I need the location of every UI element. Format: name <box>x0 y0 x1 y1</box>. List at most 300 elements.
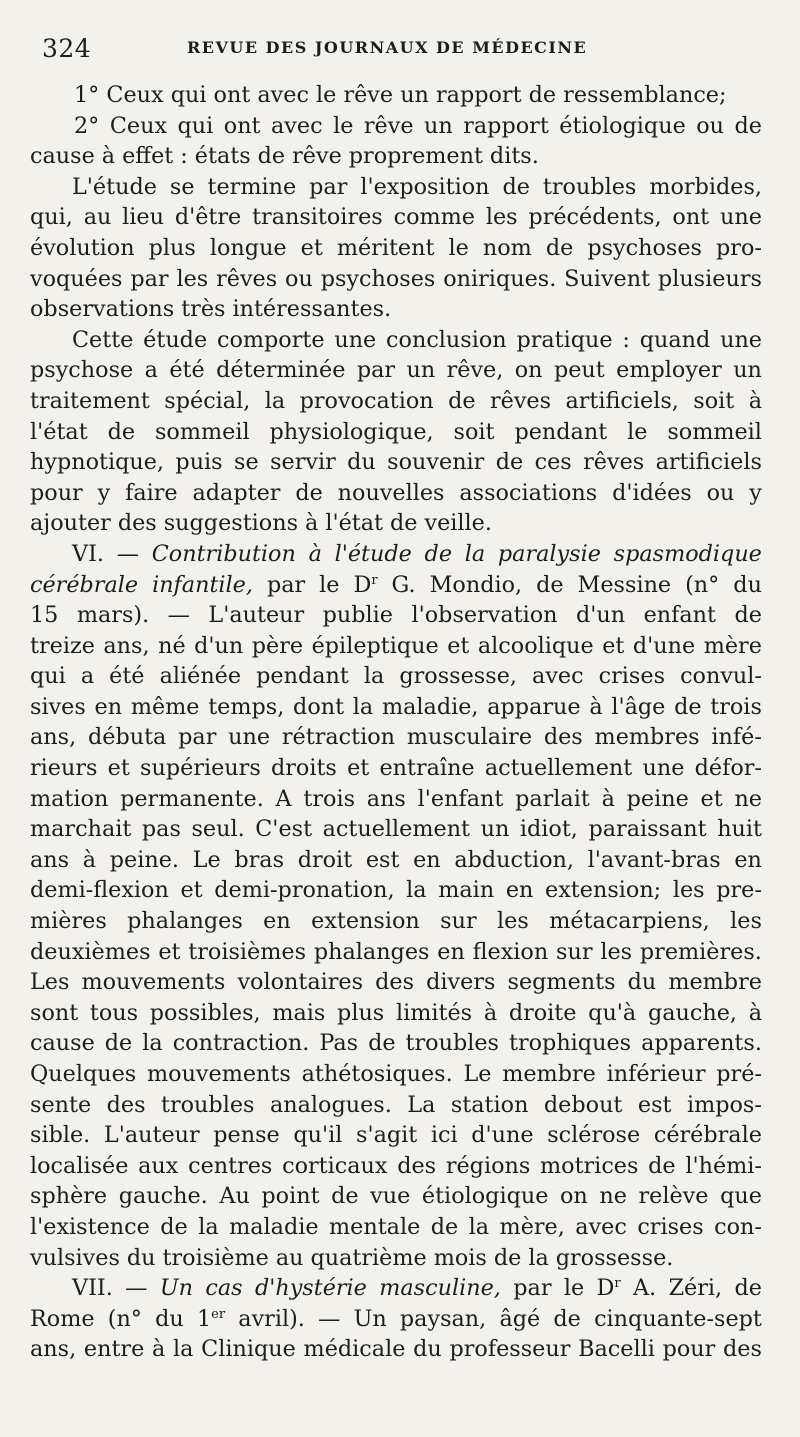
text-line <box>30 600 762 631</box>
word: de <box>734 1275 762 1302</box>
word: un <box>424 112 453 139</box>
word: de <box>424 540 453 567</box>
word: rêves <box>583 449 645 476</box>
word: transitoires <box>252 204 383 231</box>
text-line <box>30 1243 762 1274</box>
word: été <box>169 357 205 384</box>
word: en <box>94 693 123 720</box>
word: la <box>173 1336 194 1363</box>
word: la <box>142 1030 163 1057</box>
word: paysan, <box>399 1305 487 1332</box>
word: bras <box>234 846 285 873</box>
word: longue <box>209 234 287 261</box>
text-line <box>30 692 762 723</box>
text-line <box>30 1273 762 1304</box>
word: alcoolique <box>477 632 594 659</box>
word: du <box>155 1305 184 1332</box>
word: une <box>228 724 271 751</box>
word: et <box>180 877 203 904</box>
word: Bacelli <box>578 1336 655 1363</box>
word: temps, <box>208 693 285 720</box>
word: mation <box>30 785 109 812</box>
word: peine. <box>109 846 179 873</box>
word: sphère <box>30 1183 108 1210</box>
word: les <box>730 908 762 935</box>
word: qu'il <box>293 1122 343 1149</box>
word: debout <box>543 1091 623 1118</box>
word: : <box>180 143 188 170</box>
word: mars). <box>76 602 150 629</box>
word: A <box>275 785 292 812</box>
word: mentale <box>329 1213 421 1240</box>
word: abduction, <box>454 846 574 873</box>
word: Ceux <box>109 112 168 139</box>
word: l'observation <box>411 602 558 629</box>
word: une <box>719 204 762 231</box>
word: puis <box>175 449 223 476</box>
word: mouvements <box>81 969 226 996</box>
word: s'agit <box>356 1122 418 1149</box>
word: qui, <box>30 204 73 231</box>
word: d'un <box>575 602 626 629</box>
text-line <box>30 937 762 968</box>
word: mouvements <box>147 1061 291 1087</box>
word: y <box>97 479 111 506</box>
word: trois <box>710 693 762 720</box>
word: en <box>437 938 465 965</box>
word: psychoses <box>587 234 702 261</box>
word: et <box>158 938 181 965</box>
text-line <box>30 111 762 142</box>
text-line <box>30 1151 762 1182</box>
word: l'exposition <box>360 173 490 200</box>
word: la <box>406 877 427 904</box>
word: lieu <box>122 204 164 231</box>
word: à <box>152 1336 166 1363</box>
word: adapter <box>192 479 281 506</box>
word: : <box>622 326 630 353</box>
word: Contribution <box>151 540 296 567</box>
word: $D^r$ <box>353 571 378 598</box>
word: défor- <box>694 755 762 782</box>
word: à <box>305 510 319 537</box>
word: des <box>723 1336 762 1363</box>
word: vue <box>370 1183 411 1210</box>
word: seul. <box>191 816 245 843</box>
word: le <box>448 234 469 261</box>
word: artificiels, <box>565 387 679 414</box>
word: pendant <box>514 418 608 445</box>
word: âgé <box>499 1305 541 1332</box>
word: $D^r$ <box>596 1275 621 1302</box>
text-line <box>30 1090 762 1121</box>
text-line <box>30 631 762 662</box>
word: étiologique <box>559 112 686 139</box>
word: — <box>167 602 190 629</box>
word: Quelques <box>30 1061 137 1087</box>
word: masculine, <box>379 1275 501 1302</box>
word: limités <box>395 999 473 1026</box>
word: méritent <box>336 234 435 261</box>
word: la <box>198 1213 219 1240</box>
word: l'état <box>325 510 384 537</box>
text-line <box>30 570 762 601</box>
word: spasmodique <box>613 540 762 567</box>
word: l'avant-bras <box>587 846 721 873</box>
word: comme <box>393 204 475 231</box>
word: sommeil <box>154 418 250 445</box>
word: rêve <box>292 143 342 170</box>
word: ont <box>672 204 710 231</box>
word: ici <box>430 1122 458 1149</box>
word: treize <box>30 632 95 659</box>
word: un <box>733 357 762 384</box>
word: effet <box>122 143 174 170</box>
word: impos- <box>686 1091 762 1118</box>
word: l'enfant <box>417 785 504 812</box>
word: rêves <box>216 265 278 292</box>
word: sommeil <box>667 418 762 445</box>
word: sclérose <box>547 1122 641 1149</box>
text-line <box>30 417 762 448</box>
word: dont <box>293 693 345 720</box>
word: La <box>407 1091 436 1118</box>
word: nom <box>482 234 532 261</box>
word: on <box>514 357 543 384</box>
word: tous <box>89 999 139 1026</box>
word: nouvelles <box>337 479 445 506</box>
word: pendant <box>256 663 349 690</box>
word: plusieurs <box>657 265 762 292</box>
word: est <box>365 846 400 873</box>
word: employer <box>616 357 722 384</box>
word: morbides, <box>649 173 762 200</box>
word: pour <box>662 1336 716 1363</box>
word: en <box>263 908 291 935</box>
word: la <box>264 387 286 414</box>
word: rêve, <box>446 357 504 384</box>
word: qui <box>177 112 214 139</box>
word: à <box>601 785 615 812</box>
word: une <box>334 326 377 353</box>
word: avec <box>271 112 323 139</box>
word: deuxièmes <box>30 938 151 965</box>
word: Le <box>463 1061 492 1087</box>
word: ans <box>30 846 70 873</box>
text-line <box>30 325 762 356</box>
word: infantile, <box>152 571 253 598</box>
word: rieurs <box>30 755 98 782</box>
word: pratique <box>516 326 613 353</box>
word: d'hystérie <box>254 1275 367 1302</box>
word: relève <box>638 1183 709 1210</box>
word: Un <box>159 1275 193 1302</box>
word: A. <box>633 1275 657 1302</box>
word: ou <box>696 112 725 139</box>
word: se <box>234 449 259 476</box>
word: ces <box>534 449 572 476</box>
word: gauche. <box>118 1183 208 1210</box>
word: a <box>144 357 158 384</box>
word: à <box>748 387 762 414</box>
page-header <box>42 30 762 66</box>
word: ou <box>285 265 313 292</box>
page-number: 324 <box>42 34 92 63</box>
word: l'hémi- <box>685 1152 762 1179</box>
word: le <box>333 112 354 139</box>
word: à <box>748 999 762 1026</box>
word: demi-pronation, <box>214 877 395 904</box>
word: par <box>130 265 169 292</box>
word: rétraction <box>281 724 396 751</box>
word: analogues. <box>269 1091 392 1118</box>
word: mières <box>30 908 107 935</box>
word: troubles <box>542 173 637 200</box>
text-line <box>30 906 762 937</box>
word: Pas <box>319 1030 359 1057</box>
word: ans, <box>103 632 150 659</box>
word: le <box>627 418 648 445</box>
word: des <box>106 1091 146 1118</box>
word: sont <box>30 999 79 1026</box>
word: à <box>483 999 498 1026</box>
word: de <box>295 479 323 506</box>
word: du <box>413 1336 442 1363</box>
word: (n° <box>685 571 720 598</box>
word: à <box>308 540 322 567</box>
word: enfant <box>643 602 716 629</box>
word: de <box>734 112 762 139</box>
word: on <box>559 1183 588 1210</box>
word: les <box>672 877 705 904</box>
word: au <box>275 1244 304 1271</box>
word: mois <box>433 1244 487 1271</box>
word: du <box>126 1244 156 1271</box>
word: grossesse. <box>555 1244 674 1271</box>
word: entre <box>83 1336 145 1363</box>
word: artificiels <box>655 449 762 476</box>
word: et <box>700 785 723 812</box>
word: l'existence <box>30 1213 150 1240</box>
word: psychoses <box>320 265 436 292</box>
word: états <box>194 143 251 170</box>
word: cause <box>30 143 95 170</box>
word: associations <box>459 479 598 506</box>
word: plus <box>337 999 385 1026</box>
word: sente <box>30 1091 92 1118</box>
word: de <box>734 602 762 629</box>
word: (n° <box>107 1305 142 1332</box>
word: 1er <box>196 1305 226 1332</box>
word: veille. <box>424 510 492 537</box>
word: ans, <box>30 1336 77 1363</box>
text-line <box>30 233 762 264</box>
word: servir <box>270 449 336 476</box>
word: Mondio, <box>429 571 523 598</box>
word: Cette <box>72 326 134 353</box>
word: intéressantes. <box>232 296 392 323</box>
word: d'un <box>194 632 244 659</box>
word: droite <box>508 999 577 1026</box>
text-line <box>30 202 762 233</box>
word: le <box>563 1275 585 1302</box>
text-line <box>30 967 762 998</box>
word: infé- <box>711 724 762 751</box>
text-line <box>30 264 762 295</box>
word: con- <box>714 1213 762 1240</box>
word: ans, <box>30 724 77 751</box>
word: épileptique <box>311 632 439 659</box>
word: L'auteur <box>208 602 305 629</box>
word: à <box>589 693 603 720</box>
text-line <box>30 845 762 876</box>
word: métacarpiens, <box>549 908 710 935</box>
text-line <box>30 814 762 845</box>
word: professeur <box>449 1336 571 1363</box>
word: convul- <box>680 663 762 690</box>
word: membres <box>594 724 700 751</box>
word: évolution <box>30 234 135 261</box>
word: de <box>448 387 476 414</box>
word: soit <box>693 387 735 414</box>
word: peine <box>626 785 689 812</box>
text-line <box>30 1181 762 1212</box>
word: et <box>347 755 370 782</box>
word: très <box>181 296 226 323</box>
word: de <box>257 143 286 170</box>
word: segments <box>507 969 616 996</box>
word: aliénée <box>159 663 242 690</box>
word: rêve <box>363 112 414 139</box>
word: mère, <box>499 1213 565 1240</box>
word: aux <box>138 1152 179 1179</box>
word: actuellement <box>322 816 471 843</box>
text-line <box>30 141 762 172</box>
word: psychose <box>30 357 134 384</box>
word: par <box>356 357 396 384</box>
word: Zéri, <box>668 1275 723 1302</box>
word: permanente. <box>120 785 264 812</box>
word: maladie, <box>381 693 479 720</box>
word: conclusion <box>386 326 507 353</box>
word: y <box>749 479 762 506</box>
word: sur <box>440 908 477 935</box>
word: extension <box>311 908 420 935</box>
word: cause <box>30 1030 95 1057</box>
word: la <box>528 1244 549 1271</box>
word: du <box>347 449 376 476</box>
word: localisée <box>30 1152 129 1179</box>
word: voquées <box>30 265 123 292</box>
word: de <box>430 1213 459 1240</box>
word: de <box>648 1152 676 1179</box>
word: termine <box>207 173 297 200</box>
word: 15 <box>30 602 59 629</box>
word: rapport <box>463 112 549 139</box>
word: de <box>495 449 524 476</box>
word: par <box>178 724 217 751</box>
word: de <box>493 1244 522 1271</box>
word: soit <box>453 418 495 445</box>
word: Au <box>219 1183 250 1210</box>
word: provocation <box>299 387 434 414</box>
word: ne <box>599 1183 627 1210</box>
word: d'une <box>632 632 696 659</box>
word: troubles <box>405 1030 499 1057</box>
word: Messine <box>577 571 672 598</box>
word: L'étude <box>72 173 157 200</box>
text-line <box>30 661 762 692</box>
word: l'état <box>30 418 88 445</box>
word: grossesse, <box>399 663 517 690</box>
word: en <box>505 877 534 904</box>
text-line <box>30 1304 762 1335</box>
word: pré- <box>716 1061 762 1087</box>
word: la <box>464 540 486 567</box>
text-line <box>30 294 762 325</box>
word: proprement <box>348 143 483 170</box>
word: sur <box>556 938 593 965</box>
word: quatrième <box>310 1244 427 1271</box>
text-line <box>30 875 762 906</box>
word: d'être <box>174 204 242 231</box>
word: demi-flexion <box>30 877 169 904</box>
word: suggestions <box>163 510 299 537</box>
word: volontaires <box>237 969 364 996</box>
word: de <box>545 234 574 261</box>
word: été <box>109 663 145 690</box>
word: père <box>251 632 304 659</box>
word: l'étude <box>334 540 412 567</box>
word: maladie <box>229 1213 319 1240</box>
word: des <box>117 510 157 537</box>
word: et <box>447 632 470 659</box>
word: pour <box>30 479 83 506</box>
word: hypnotique, <box>30 449 165 476</box>
word: gauche, <box>647 999 737 1026</box>
word: motrices <box>540 1152 639 1179</box>
word: 2° <box>74 112 100 139</box>
word: de <box>553 1305 581 1332</box>
word: — <box>318 1305 341 1332</box>
word: médicale <box>303 1336 406 1363</box>
text-line <box>30 998 762 1029</box>
word: premières. <box>639 938 762 965</box>
word: à <box>101 143 116 170</box>
word: étiologique <box>421 1183 549 1210</box>
word: au <box>83 204 112 231</box>
word: traitement <box>30 387 150 414</box>
word: entraîne <box>379 755 475 782</box>
word: ne <box>734 785 762 812</box>
word: la <box>352 693 374 720</box>
word: par <box>266 571 306 598</box>
text-line <box>30 447 762 478</box>
word: VII. <box>72 1275 113 1302</box>
word: sible. <box>30 1122 91 1149</box>
word: point <box>261 1183 320 1210</box>
word: divers <box>426 969 496 996</box>
word: de <box>107 418 136 445</box>
word: mais <box>272 999 326 1026</box>
word: même <box>130 693 200 720</box>
word: VI. <box>72 540 104 567</box>
word: d'une <box>471 1122 534 1149</box>
word: ajouter <box>30 510 111 537</box>
word: — <box>116 540 140 567</box>
word: supérieurs <box>140 755 261 782</box>
word: paraissant <box>588 816 707 843</box>
